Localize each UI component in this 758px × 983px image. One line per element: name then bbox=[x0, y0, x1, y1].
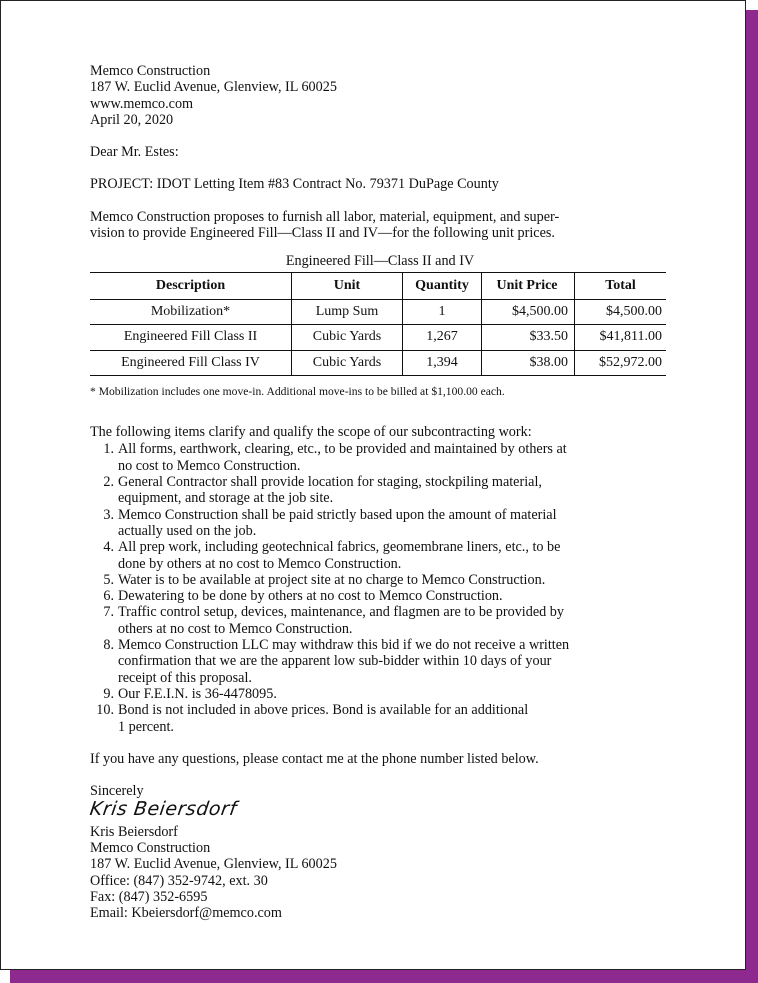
cell-description: Engineered Fill Class II bbox=[90, 325, 292, 350]
clarifications-intro: The following items clarify and qualify the scope of our subcontracting work: bbox=[90, 424, 532, 441]
cell-total: $41,811.00 bbox=[575, 325, 667, 350]
table-caption: Engineered Fill—Class II and IV bbox=[285, 253, 475, 270]
table-row bbox=[90, 299, 666, 324]
sender-company: Memco Construction bbox=[90, 63, 211, 79]
item-line: All forms, earthwork, clearing, etc., to be provided and maintained by others at bbox=[118, 441, 567, 458]
signoff: Sincerely bbox=[90, 783, 144, 800]
item-line: Dewatering to be done by others at no cost to Memco Construction. bbox=[118, 588, 503, 605]
project-line: PROJECT: IDOT Letting Item #83 Contract No. 79371 DuPage County bbox=[90, 176, 499, 193]
header-total: Total bbox=[575, 272, 667, 299]
signer-email: Email: Kbeiersdorf@memco.com bbox=[90, 905, 282, 922]
table-row bbox=[90, 325, 666, 350]
item-line: actually used on the job. bbox=[118, 522, 257, 539]
item-line: receipt of this proposal. bbox=[118, 669, 252, 686]
item-number: 4. bbox=[103, 539, 114, 556]
item-line: confirmation that we are the apparent low sub-bidder within 10 days of your bbox=[118, 653, 552, 670]
list-item bbox=[90, 539, 670, 572]
header-unit-price: Unit Price bbox=[482, 272, 575, 299]
list-item bbox=[90, 572, 670, 588]
cell-unit: Cubic Yards bbox=[292, 325, 403, 350]
item-number: 9. bbox=[103, 685, 114, 702]
item-line: Memco Construction shall be paid strictly based upon the amount of material bbox=[118, 506, 557, 523]
table-header-row bbox=[90, 272, 666, 299]
item-line: no cost to Memco Construction. bbox=[118, 457, 301, 474]
cell-unit: Lump Sum bbox=[292, 299, 403, 324]
item-number: 8. bbox=[103, 637, 114, 654]
sender-website: www.memco.com bbox=[90, 95, 194, 112]
list-item bbox=[90, 507, 670, 540]
cell-quantity: 1,394 bbox=[403, 350, 482, 375]
cell-total: $4,500.00 bbox=[575, 299, 667, 324]
item-line: others at no cost to Memco Construction. bbox=[118, 620, 353, 637]
signer-company: Memco Construction bbox=[90, 839, 211, 856]
list-item bbox=[90, 702, 670, 735]
item-number: 5. bbox=[103, 571, 114, 588]
cell-quantity: 1 bbox=[403, 299, 482, 324]
item-line: Bond is not included in above prices. Bond is available for an additional bbox=[118, 702, 529, 719]
table-footnote: * Mobilization includes one move-in. Additional move-ins to be billed at $1,100.00 each. bbox=[90, 384, 505, 398]
header-unit: Unit bbox=[292, 272, 403, 299]
signer-block bbox=[90, 824, 670, 922]
cell-unit-price: $33.50 bbox=[482, 325, 575, 350]
list-item bbox=[90, 686, 670, 702]
item-line: Memco Construction LLC may withdraw this bid if we do not receive a written bbox=[118, 637, 570, 654]
cell-unit: Cubic Yards bbox=[292, 350, 403, 375]
item-number: 6. bbox=[103, 588, 114, 605]
sender-block bbox=[90, 63, 670, 128]
signer-fax: Fax: (847) 352-6595 bbox=[90, 888, 208, 905]
cell-unit-price: $38.00 bbox=[482, 350, 575, 375]
item-number: 10. bbox=[96, 702, 114, 719]
table-row bbox=[90, 350, 666, 375]
cell-total: $52,972.00 bbox=[599, 354, 662, 370]
list-item bbox=[90, 637, 670, 686]
signer-name: Kris Beiersdorf bbox=[90, 823, 178, 840]
clarifications-list bbox=[90, 441, 670, 734]
item-number: 1. bbox=[103, 441, 114, 458]
signer-office: Office: (847) 352-9742, ext. 30 bbox=[90, 872, 268, 889]
item-line: All prep work, including geotechnical fabrics, geomembrane liners, etc., to be bbox=[118, 539, 561, 556]
item-number: 7. bbox=[103, 604, 114, 621]
cell-description: Engineered Fill Class IV bbox=[90, 350, 292, 375]
item-line: General Contractor shall provide location for staging, stockpiling material, bbox=[118, 474, 542, 491]
item-line: Water is to be available at project site at no charge to Memco Construction. bbox=[118, 571, 546, 588]
header-quantity: Quantity bbox=[403, 272, 482, 299]
signer-address: 187 W. Euclid Avenue, Glenview, IL 60025 bbox=[90, 856, 337, 873]
list-item bbox=[90, 474, 670, 507]
list-item bbox=[90, 441, 670, 474]
item-line: done by others at no cost to Memco Construction. bbox=[118, 555, 402, 572]
intro-paragraph bbox=[90, 209, 670, 242]
item-number: 2. bbox=[103, 474, 114, 491]
signature: Kris Beiersdorf bbox=[88, 798, 239, 821]
cell-quantity: 1,267 bbox=[403, 325, 482, 350]
item-line: Traffic control setup, devices, maintenance, and flagmen are to be provided by bbox=[118, 604, 564, 621]
price-table bbox=[90, 272, 666, 376]
list-item bbox=[90, 588, 670, 604]
closing-note: If you have any questions, please contact me at the phone number listed below. bbox=[90, 750, 539, 767]
intro-line: vision to provide Engineered Fill—Class II and IV—for the following unit prices. bbox=[90, 225, 555, 242]
letter-body bbox=[90, 63, 670, 921]
cell-description: Mobilization* bbox=[90, 299, 292, 324]
header-description: Description bbox=[90, 272, 292, 299]
list-item bbox=[90, 604, 670, 637]
item-line: equipment, and storage at the job site. bbox=[118, 490, 334, 507]
letter-date: April 20, 2020 bbox=[90, 111, 174, 128]
item-line: Our F.E.I.N. is 36-4478095. bbox=[118, 685, 277, 702]
intro-line: Memco Construction proposes to furnish all labor, material, equipment, and super- bbox=[90, 208, 560, 225]
salutation: Dear Mr. Estes: bbox=[90, 144, 179, 161]
item-line: 1 percent. bbox=[118, 718, 174, 735]
item-number: 3. bbox=[103, 506, 114, 523]
sender-address: 187 W. Euclid Avenue, Glenview, IL 60025 bbox=[90, 79, 337, 96]
cell-unit-price: $4,500.00 bbox=[482, 299, 575, 324]
